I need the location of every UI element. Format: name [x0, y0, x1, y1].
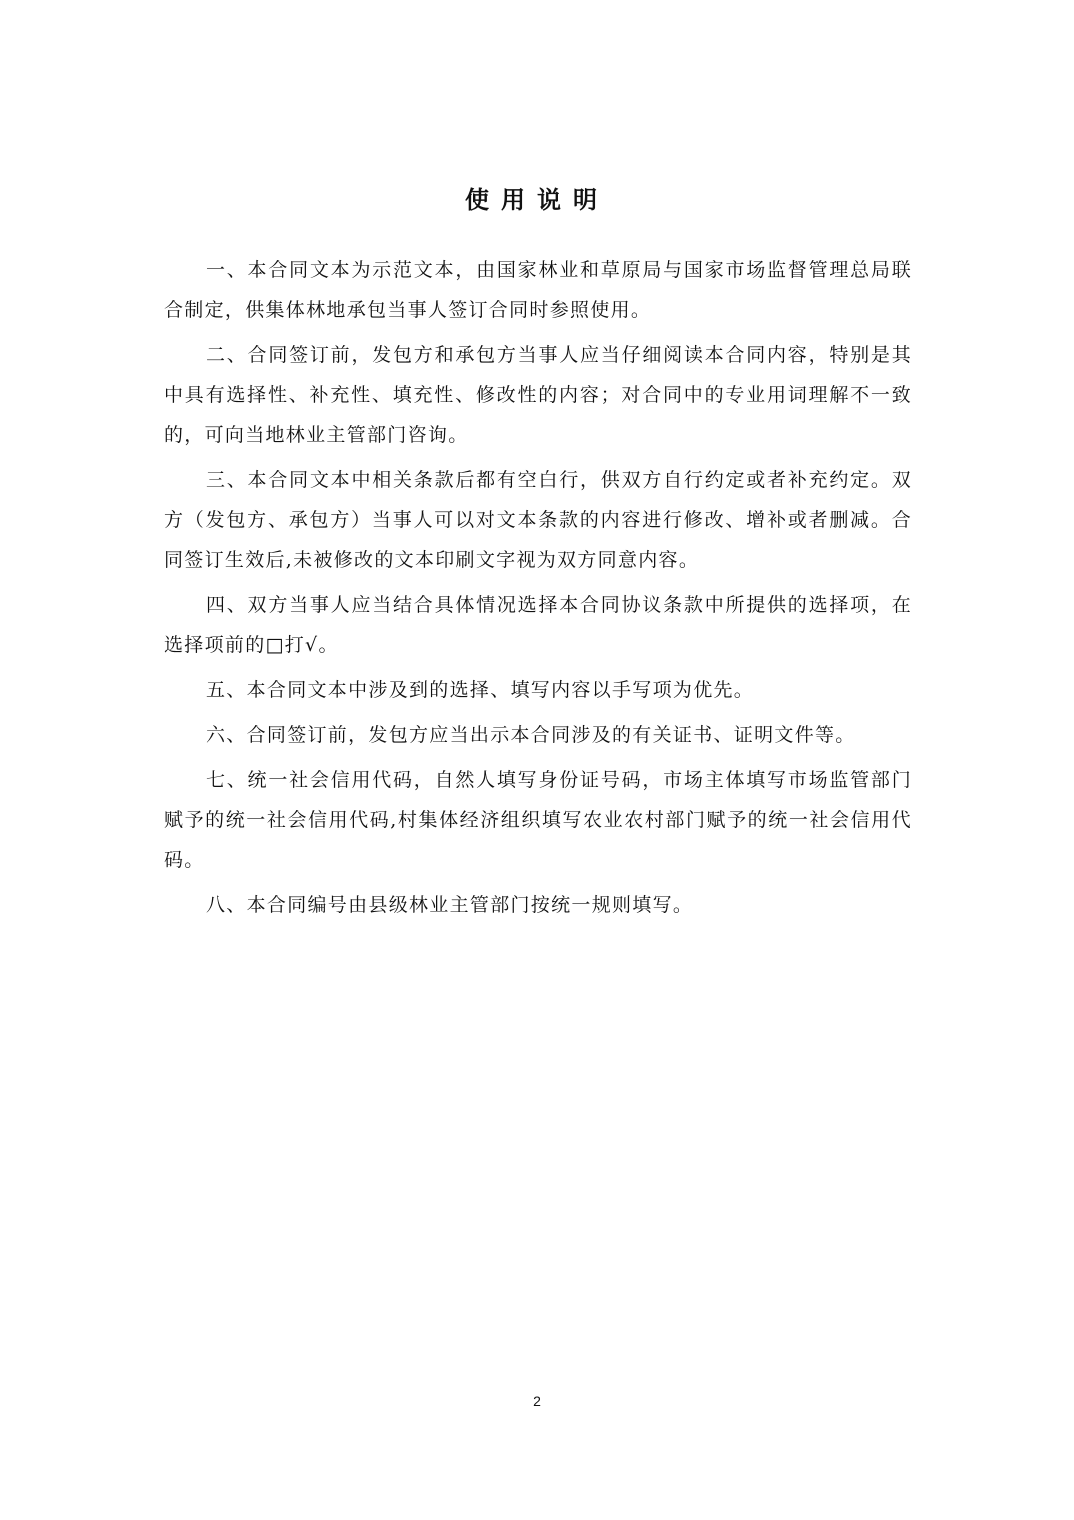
page-number: 2 [533, 1393, 541, 1409]
instruction-paragraph-2: 二、合同签订前，发包方和承包方当事人应当仔细阅读本合同内容，特别是其中具有选择性、补充性、填充性、修改性的内容；对合同中的专业用词理解不一致的，可向当地林业主管部门咨询。 [164, 344, 912, 446]
instruction-paragraph-8: 八、本合同编号由县级林业主管部门按统一规则填写。 [206, 894, 694, 916]
instructions-body [164, 250, 912, 930]
instruction-paragraph-1: 一、本合同文本为示范文本，由国家林业和草原局与国家市场监督管理总局联合制定，供集体林地承包当事人签订合同时参照使用。 [164, 259, 912, 321]
instruction-paragraph-7: 七、统一社会信用代码，自然人填写身份证号码，市场主体填写市场监管部门赋予的统一社会信用代码,村集体经济组织填写农业农村部门赋予的统一社会信用代码。 [164, 769, 912, 871]
instruction-paragraph-6: 六、合同签订前，发包方应当出示本合同涉及的有关证书、证明文件等。 [206, 724, 856, 746]
instruction-paragraph-3: 三、本合同文本中相关条款后都有空白行，供双方自行约定或者补充约定。双方（发包方、承包方）当事人可以对文本条款的内容进行修改、增补或者删减。合同签订生效后,未被修改的文本印刷文字视为双方同意内容。 [164, 469, 912, 571]
page-title: 使用说明 [465, 185, 609, 214]
instruction-paragraph-5: 五、本合同文本中涉及到的选择、填写内容以手写项为优先。 [206, 679, 755, 701]
instruction-paragraph-4: 四、双方当事人应当结合具体情况选择本合同协议条款中所提供的选择项，在选择项前的□打√。 [164, 594, 912, 656]
